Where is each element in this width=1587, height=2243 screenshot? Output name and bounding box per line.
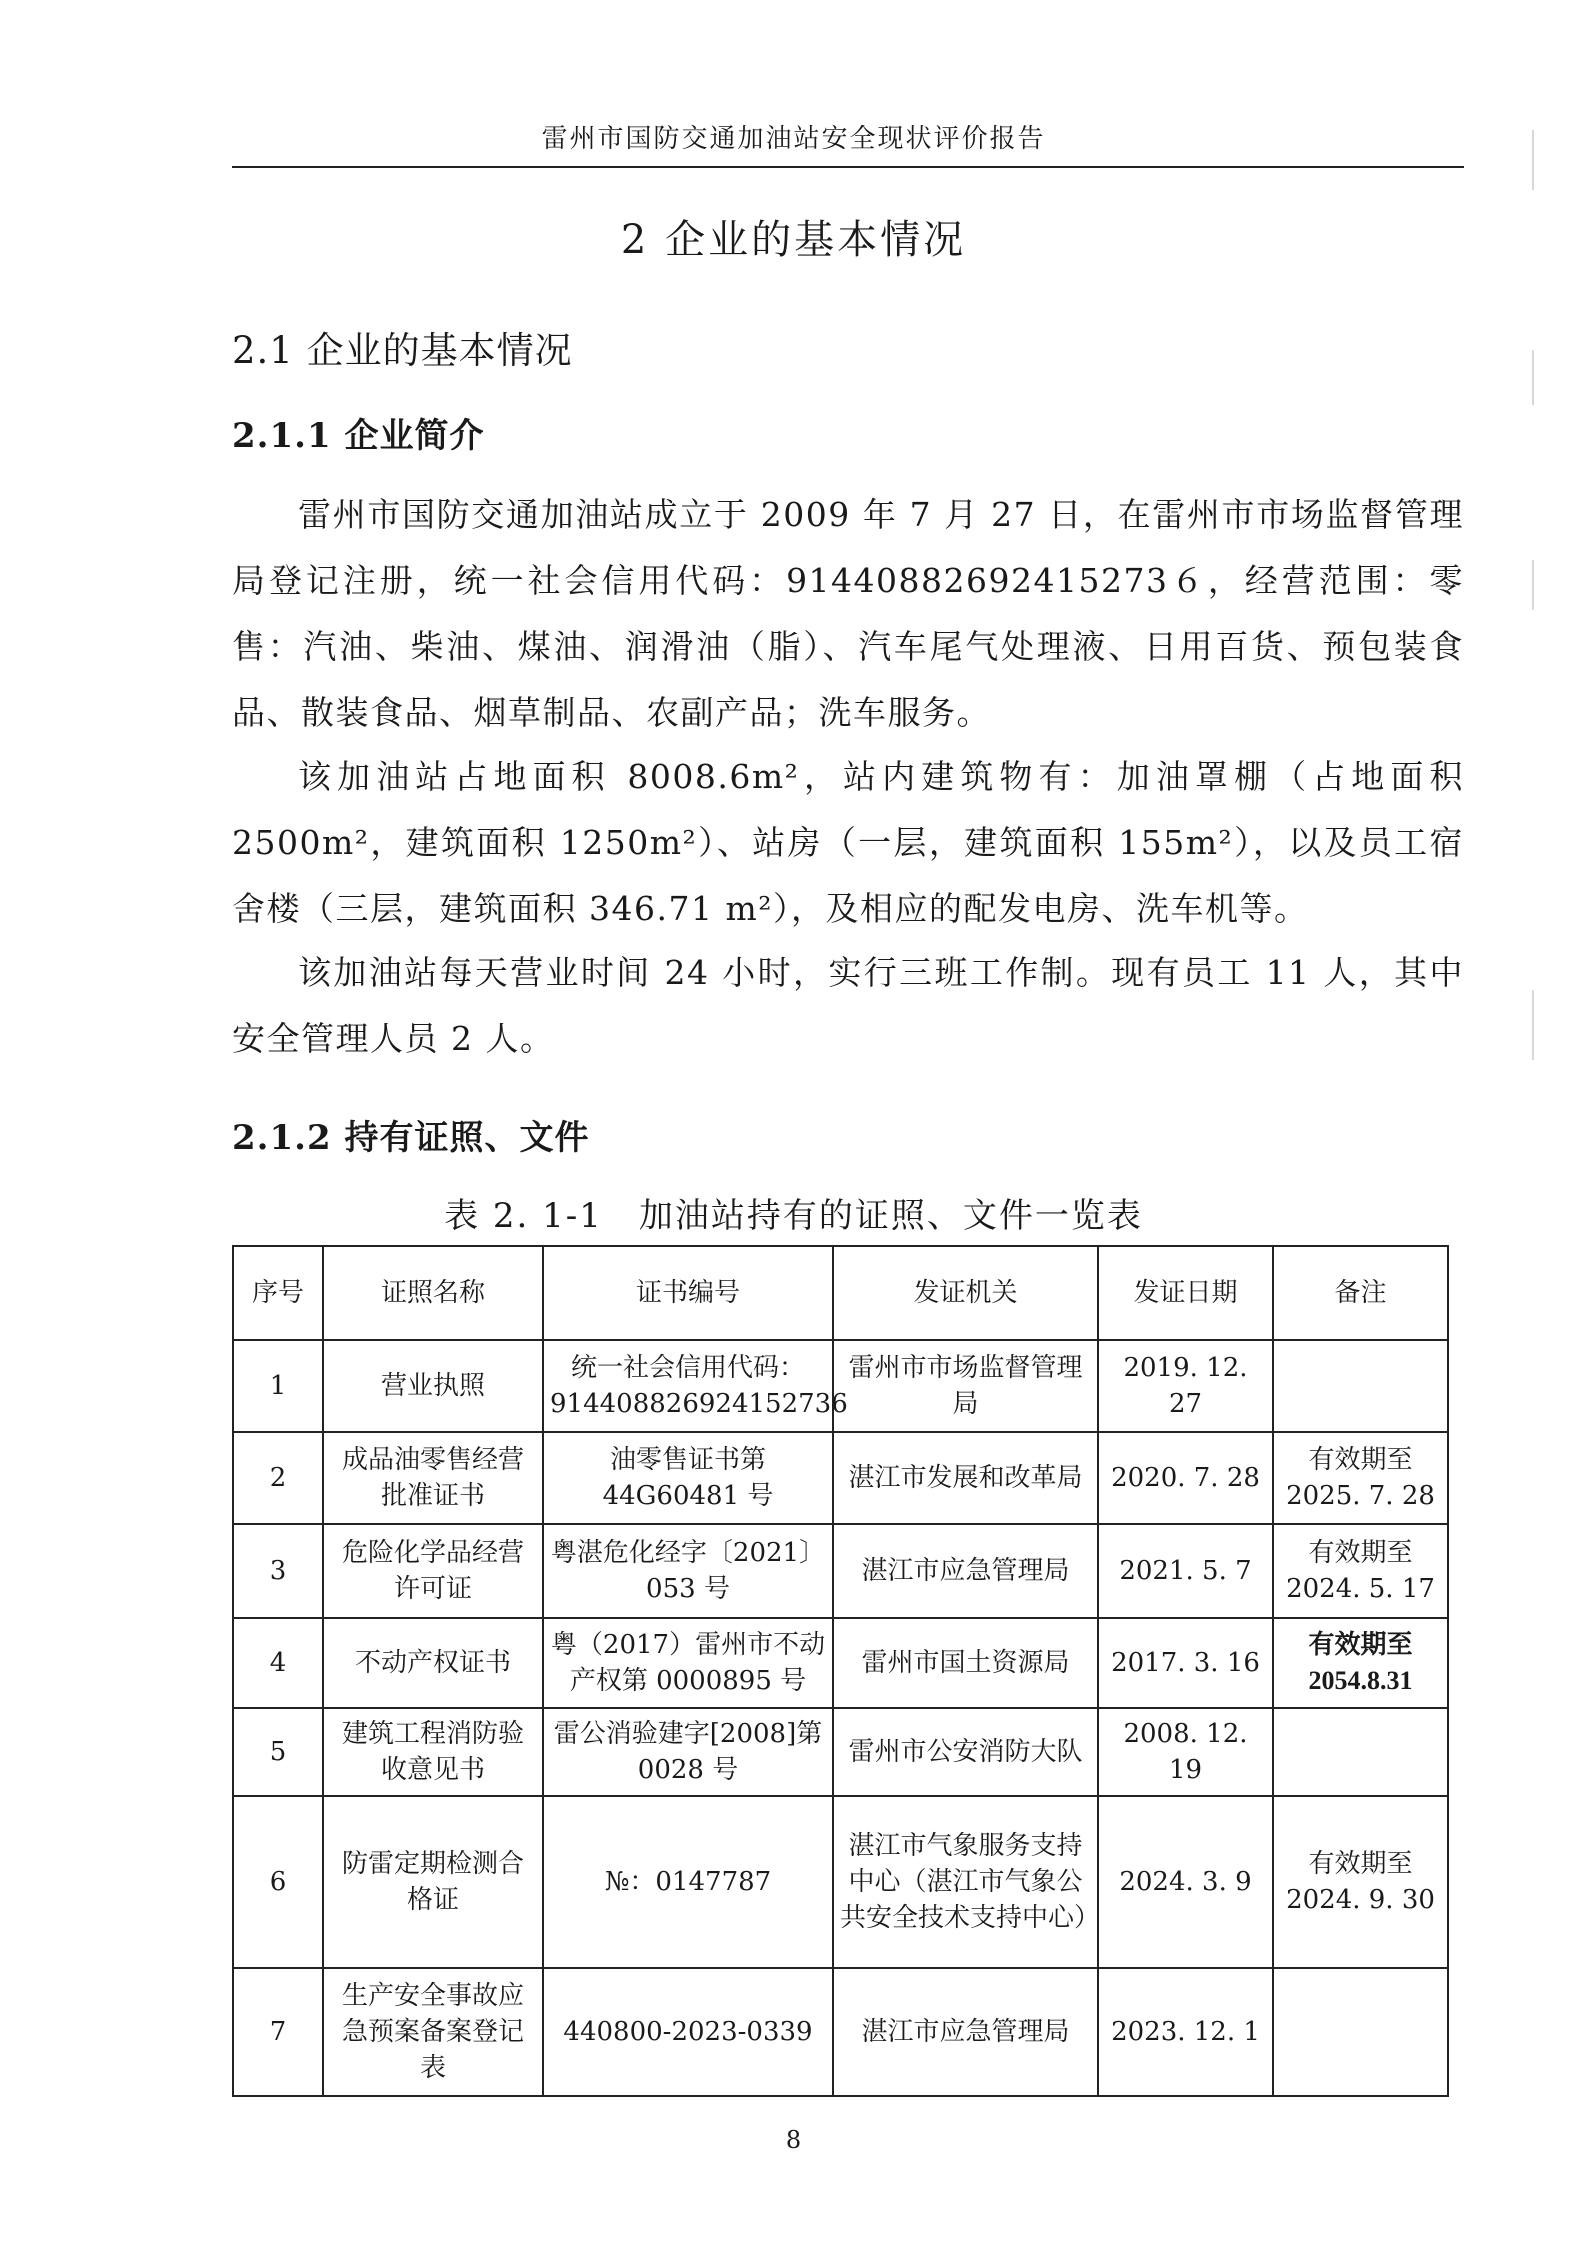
certificates-table [232, 1245, 1449, 2097]
cell-name: 建筑工程消防验收意见书 [323, 1708, 543, 1796]
cell-date: 2024. 3. 9 [1098, 1796, 1273, 1968]
cell-index: 3 [233, 1524, 323, 1618]
header-cell-index: 序号 [233, 1246, 323, 1340]
scan-margin-mark [1532, 560, 1534, 610]
scan-margin-mark [1532, 990, 1534, 1060]
cell-date: 2021. 5. 7 [1098, 1524, 1273, 1618]
cell-name: 防雷定期检测合格证 [323, 1796, 543, 1968]
cell-remarks [1273, 1708, 1448, 1796]
cell-number: 雷公消验建字[2008]第 0028 号 [543, 1708, 833, 1796]
cell-name: 不动产权证书 [323, 1618, 543, 1708]
report-header-title: 雷州市国防交通加油站安全现状评价报告 [541, 124, 1046, 154]
header-cell-issuer: 发证机关 [833, 1246, 1098, 1340]
subsection-heading-intro: 2.1.1 企业简介 [232, 416, 485, 456]
table-row [233, 1708, 1448, 1796]
table-row [233, 1796, 1448, 1968]
cell-index: 6 [233, 1796, 323, 1968]
cell-name: 营业执照 [323, 1340, 543, 1432]
cell-index: 1 [233, 1340, 323, 1432]
header-cell-number: 证书编号 [543, 1246, 833, 1340]
cell-index: 5 [233, 1708, 323, 1796]
cell-number: №：0147787 [543, 1796, 833, 1968]
header-cell-remarks: 备注 [1273, 1246, 1448, 1340]
cell-name: 危险化学品经营许可证 [323, 1524, 543, 1618]
cell-date: 2017. 3. 16 [1098, 1618, 1273, 1708]
cell-number: 440800-2023-0339 [543, 1968, 833, 2096]
header-divider [232, 166, 1464, 168]
cell-date: 2023. 12. 1 [1098, 1968, 1273, 2096]
cell-name: 成品油零售经营批准证书 [323, 1432, 543, 1524]
cell-date: 2020. 7. 28 [1098, 1432, 1273, 1524]
cell-index: 4 [233, 1618, 323, 1708]
cell-date: 2008. 12. 19 [1098, 1708, 1273, 1796]
cell-issuer: 湛江市发展和改革局 [833, 1432, 1098, 1524]
table-row [233, 1432, 1448, 1524]
chapter-title: 2 企业的基本情况 [620, 217, 967, 263]
table-row [233, 1524, 1448, 1618]
table-header-row [233, 1246, 1448, 1340]
cell-issuer: 湛江市应急管理局 [833, 1524, 1098, 1618]
cell-remarks [1273, 1340, 1448, 1432]
table-row [233, 1618, 1448, 1708]
cell-issuer: 湛江市气象服务支持中心（湛江市气象公共安全技术支持中心） [833, 1796, 1098, 1968]
scan-margin-mark [1532, 130, 1534, 190]
cell-number: 统一社会信用代码：914408826924152736 [543, 1340, 833, 1432]
cell-issuer: 雷州市公安消防大队 [833, 1708, 1098, 1796]
intro-paragraph-3: 该加油站每天营业时间 24 小时，实行三班工作制。现有员工 11 人，其中安全管理人员 2 人。 [232, 953, 1464, 1058]
header-cell-date: 发证日期 [1098, 1246, 1273, 1340]
intro-paragraph-2: 该加油站占地面积 8008.6m²，站内建筑物有：加油罩棚（占地面积 2500m²，建筑面积 1250m²）、站房（一层，建筑面积 155m²），以及员工宿舍楼（三层，建筑面积 346.71 m²），及相应的配发电房、洗车机等。 [232, 757, 1464, 928]
cell-date: 2019. 12. 27 [1098, 1340, 1273, 1432]
cell-issuer: 湛江市应急管理局 [833, 1968, 1098, 2096]
header-cell-name: 证照名称 [323, 1246, 543, 1340]
table-row [233, 1340, 1448, 1432]
cell-issuer: 雷州市国土资源局 [833, 1618, 1098, 1708]
cell-index: 7 [233, 1968, 323, 2096]
subsection-heading-certificates: 2.1.2 持有证照、文件 [232, 1118, 590, 1158]
cell-issuer: 雷州市市场监督管理局 [833, 1340, 1098, 1432]
cell-remarks: 有效期至 2024. 5. 17 [1273, 1524, 1448, 1618]
cell-remarks: 有效期至 2025. 7. 28 [1273, 1432, 1448, 1524]
scan-margin-mark [1532, 350, 1534, 405]
cell-index: 2 [233, 1432, 323, 1524]
cell-name: 生产安全事故应急预案备案登记表 [323, 1968, 543, 2096]
intro-paragraph-1: 雷州市国防交通加油站成立于 2009 年 7 月 27 日，在雷州市市场监督管理局登记注册，统一社会信用代码：91440882692415273６，经营范围：零售：汽油、柴油、煤油、润滑油（脂）、汽车尾气处理液、日用百货、预包装食品、散装食品、烟草制品、农副产品；洗车服务。 [232, 495, 1464, 732]
table-row [233, 1968, 1448, 2096]
page-number: 8 [785, 2126, 802, 2154]
cell-remarks: 有效期至 2054.8.31 [1273, 1618, 1448, 1708]
cell-remarks [1273, 1968, 1448, 2096]
cell-number: 粤湛危化经字〔2021〕053 号 [543, 1524, 833, 1618]
cell-number: 粤（2017）雷州市不动产权第 0000895 号 [543, 1618, 833, 1708]
cell-remarks: 有效期至 2024. 9. 30 [1273, 1796, 1448, 1968]
table-caption: 表 2. 1-1 加油站持有的证照、文件一览表 [444, 1196, 1143, 1236]
section-heading: 2.1 企业的基本情况 [232, 329, 573, 372]
cell-number: 油零售证书第 44G60481 号 [543, 1432, 833, 1524]
